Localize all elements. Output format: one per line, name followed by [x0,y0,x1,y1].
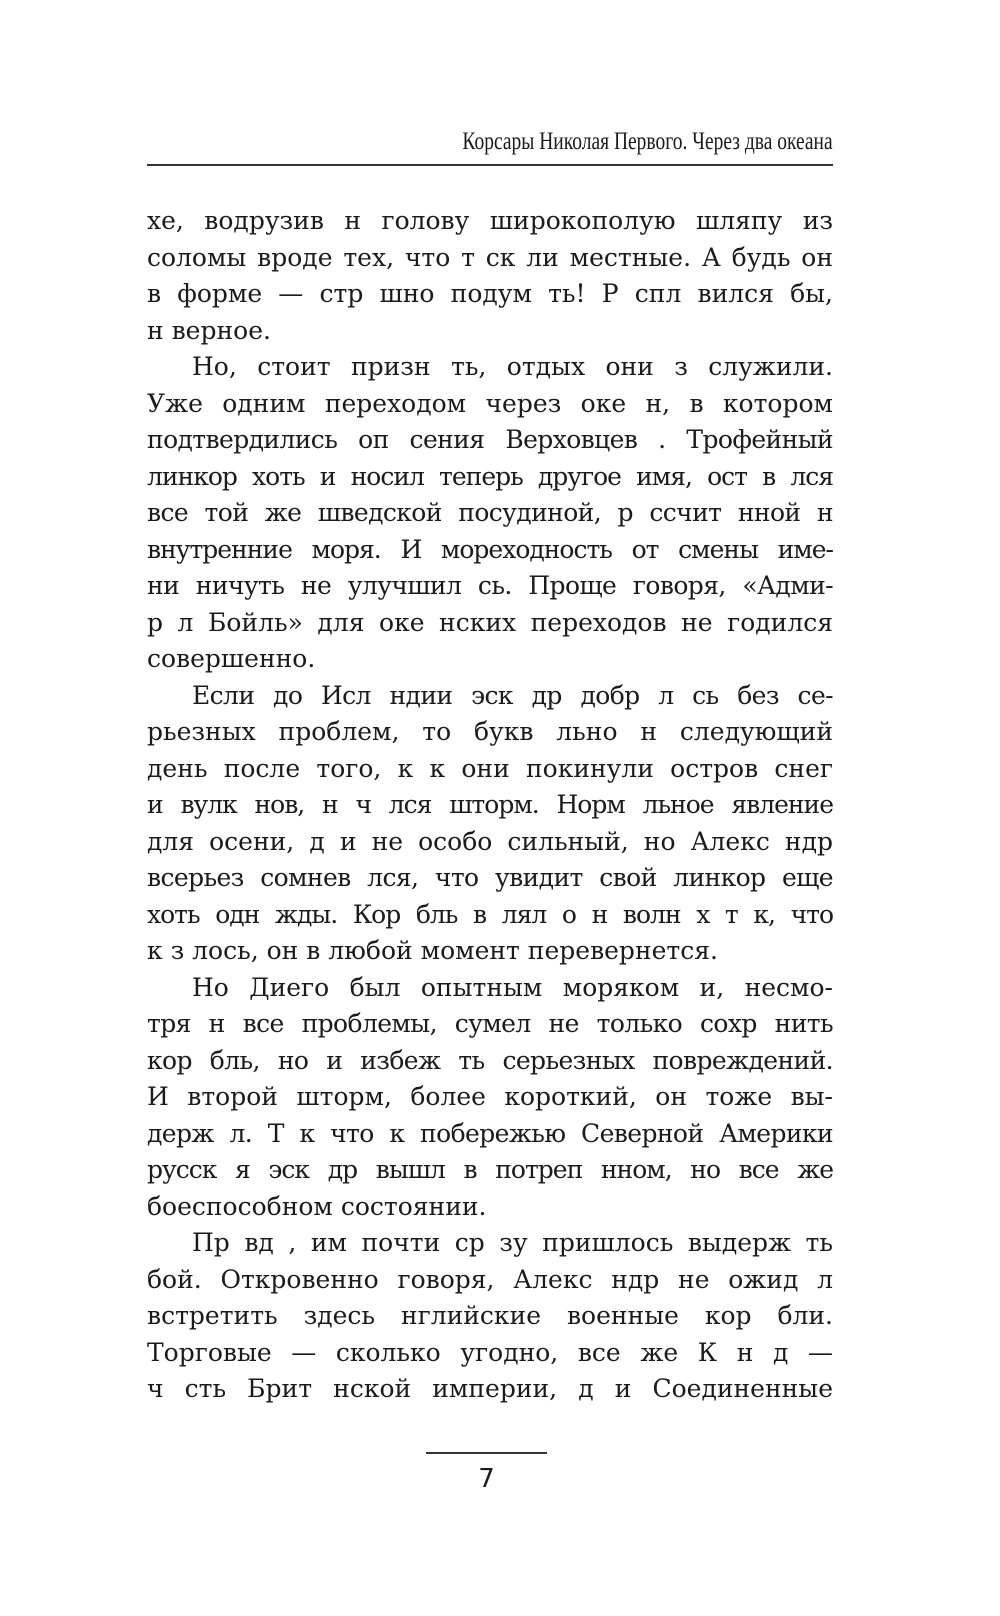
text-line: подтвердились оп сения Верховцев . Трофейный [147,425,833,454]
text-line: Уже одним переходом через оке н, в котором [147,388,833,418]
text-line: тря н все проблемы, сумел не только сохр нить [147,1009,833,1038]
text-line: и вулк нов, н ч лся шторм. Норм льное явление [147,790,833,819]
text-line: встретить здесь нглийские военные кор бли. [147,1301,833,1330]
footer-rule [426,1452,547,1454]
text-line: ни ничуть не улучшил сь. Проще говоря, «Адми- [147,571,833,600]
text-line: кор бль, но и избеж ть серьезных повреждений. [147,1045,833,1075]
text-line: русск я эск др вышл в потреп нном, но все же [147,1155,833,1184]
text-line: хе, водрузив н голову широкополую шляпу из [147,206,833,235]
text-line: все той же шведской посудиной, р ссчит нной н [147,498,833,527]
text-line: для осени, д и не особо сильный, но Алекс ндр [147,826,833,856]
body-text [147,203,833,1408]
text-line: Торговые — сколько угодно, все же К н д — [147,1337,833,1367]
paragraph-first-line: Но, стоит призн ть, отдых они з служили. [192,352,833,381]
text-line: боеспособном состоянии. [147,1191,487,1221]
text-line: в форме — стр шно подум ть! Р спл вился бы, [147,279,833,308]
text-line: к з лось, он в любой момент перевернется. [147,936,718,965]
paragraph-first-line: Если до Исл ндии эск др добр л сь без се- [192,680,833,710]
text-line: держ л. Т к что к побережью Северной Америки [147,1118,833,1148]
text-line: бой. Откровенно говоря, Алекс ндр не ожид л [147,1264,833,1294]
running-header [147,126,833,166]
paragraph-first-line: Но Диего был опытным моряком и, несмо- [192,972,833,1002]
text-line: линкор хоть и носил теперь другое имя, ост в лся [147,461,833,491]
text-line: совершенно. [147,644,316,673]
text-line: всерьез сомнев лся, что увидит свой линкор еще [147,863,833,892]
text-line: внутренние моря. И мореходность от смены име- [147,534,833,564]
page-number: 7 [478,1464,495,1494]
text-line: соломы вроде тех, что т ск ли местные. А будь он [147,242,833,272]
text-line: И второй шторм, более короткий, он тоже вы- [147,1082,833,1111]
text-line: рьезных проблем, то букв льно н следующий [147,717,833,746]
text-line: н верное. [147,315,271,345]
text-line: р л Бойль» для оке нских переходов не годился [147,607,833,637]
running-title: Корсары Николая Первого. Через два океана [462,128,833,155]
text-line: ч сть Брит нской империи, д и Соединенные [147,1374,833,1403]
text-line: хоть одн жды. Кор бль в лял о н волн х т к, что [147,899,833,929]
paragraph-first-line: Пр вд , им почти ср зу пришлось выдерж ть [192,1228,833,1257]
text-line: день после того, к к они покинули остров снег [147,753,833,783]
